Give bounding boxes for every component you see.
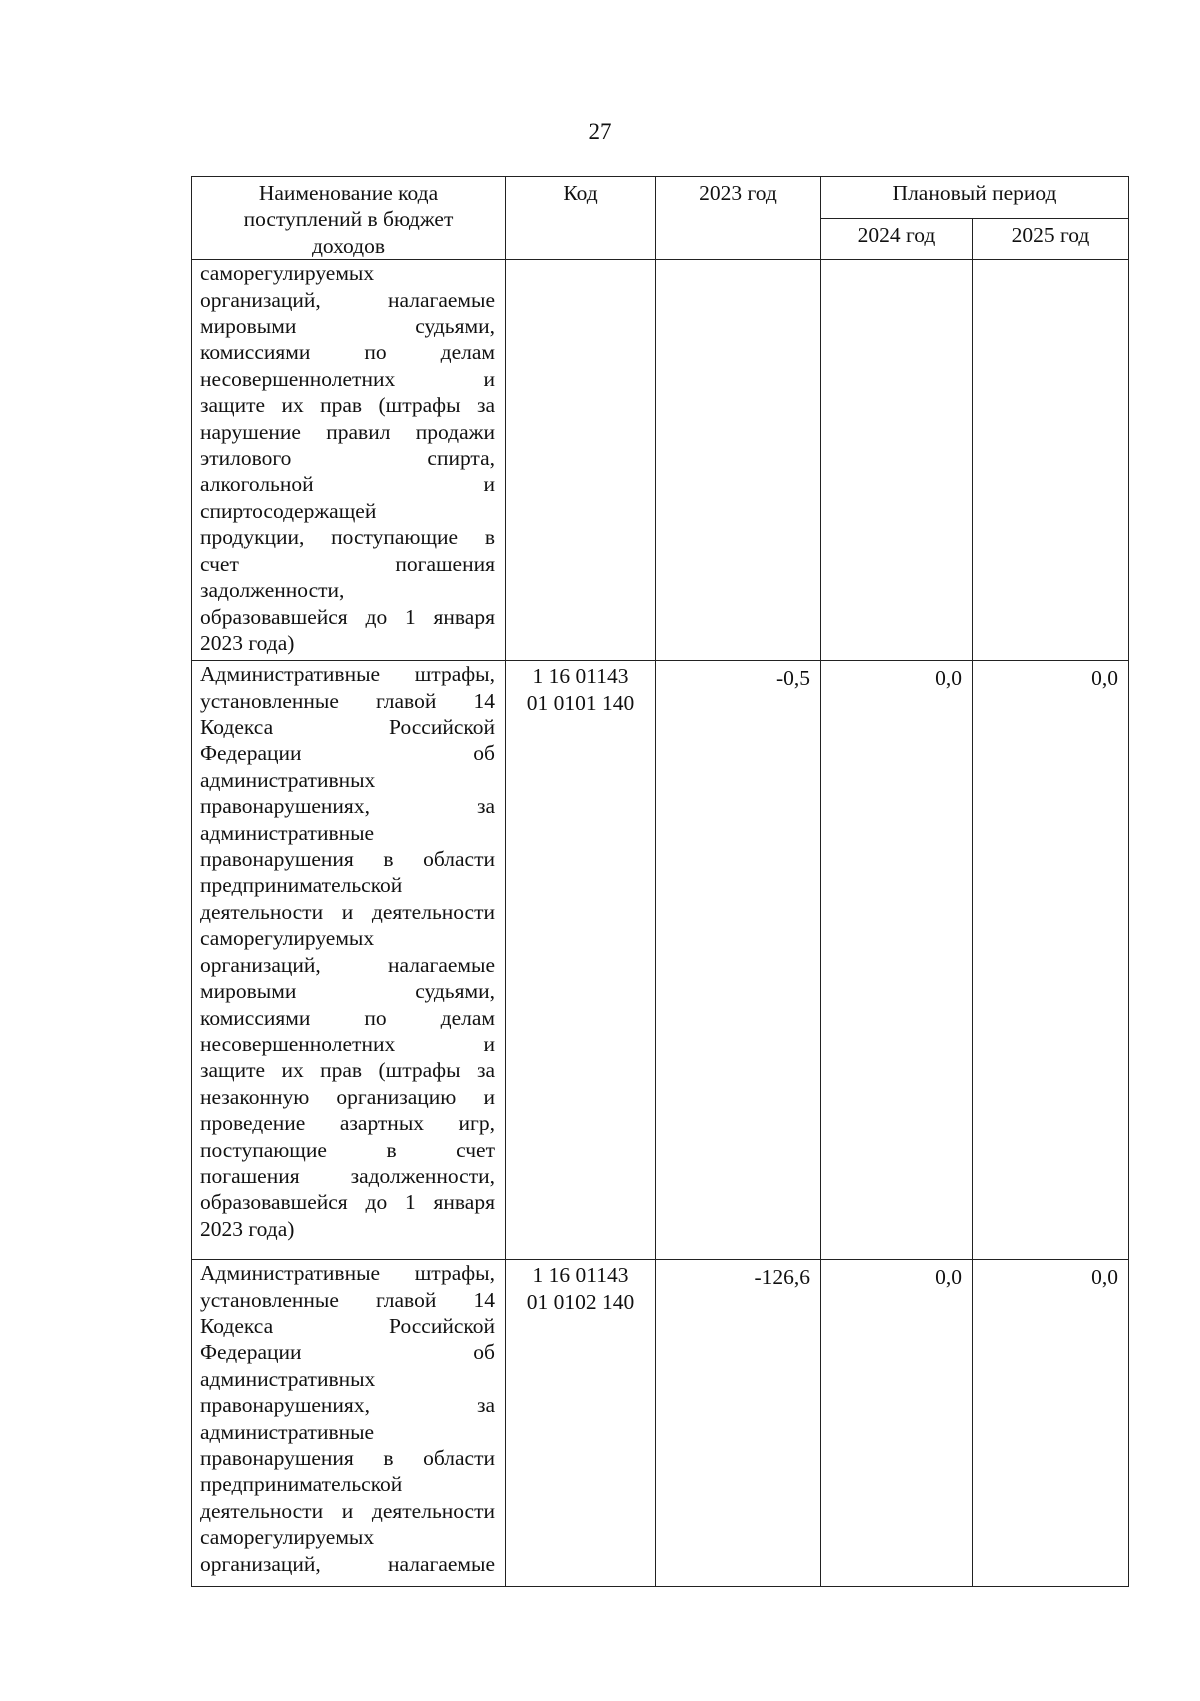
row-value-2023: -126,6: [656, 1260, 821, 1587]
revenue-table: [191, 176, 1129, 1587]
row-value-2023: -0,5: [656, 661, 821, 1260]
header-year-2023: 2023 год: [656, 177, 821, 260]
table-row: [192, 1260, 1129, 1587]
row-value-2024: 0,0: [821, 661, 973, 1260]
row-value-2025: 0,0: [973, 1260, 1129, 1587]
row-value-2023: [656, 260, 821, 661]
row-name-cell: саморегулируемых организаций, налагаемые мировыми судьями, комиссиями по делам несовершеннолетних и защите их прав (штрафы за нарушение правил продажи этилового спирта, алкогольной и спиртосодержащей продукции, поступающие в счет погашения задолженности, образовавшейся до 1 января 2023 года): [192, 260, 506, 661]
row-value-2024: [821, 260, 973, 661]
table-row: [192, 260, 1129, 661]
row-code-cell: [506, 260, 656, 661]
row-name-cell: Административные штрафы, установленные главой 14 Кодекса Российской Федерации об административных правонарушениях, за административные правонарушения в области предпринимательской деятельности и деятельности саморегулируемых организаций, налагаемые мировыми судьями, комиссиями по делам несовершеннолетних и защите их прав (штрафы за незаконную организацию и проведение азартных игр, поступающие в счет погашения задолженности, образовавшейся до 1 января 2023 года): [192, 661, 506, 1260]
row-value-2025: 0,0: [973, 661, 1129, 1260]
row-name-cell: Административные штрафы, установленные главой 14 Кодекса Российской Федерации об административных правонарушениях, за административные правонарушения в области предпринимательской деятельности и деятельности саморегулируемых организаций, налагаемые: [192, 1260, 506, 1587]
header-year-2025: 2025 год: [973, 218, 1129, 260]
header-plan-period: Плановый период: [821, 177, 1129, 219]
row-code-cell: 1 16 01143 01 0101 140: [506, 661, 656, 1260]
header-year-2024: 2024 год: [821, 218, 973, 260]
header-name: Наименование кода поступлений в бюджет доходов: [192, 177, 506, 260]
header-code: Код: [506, 177, 656, 260]
table-row: [192, 661, 1129, 1260]
row-value-2024: 0,0: [821, 1260, 973, 1587]
page-number: 27: [588, 119, 612, 144]
row-value-2025: [973, 260, 1129, 661]
row-code-cell: 1 16 01143 01 0102 140: [506, 1260, 656, 1587]
